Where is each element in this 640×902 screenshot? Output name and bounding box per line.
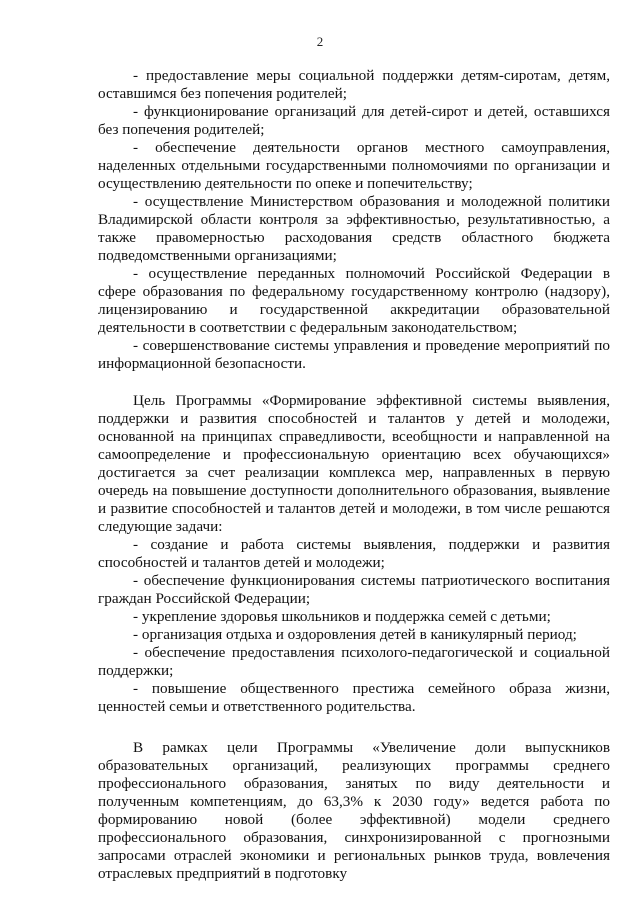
paragraph: - осуществление переданных полномочий Российской Федерации в сфере образования по федеральному государственному контролю (надзору), лицензированию и государственной аккредитации образовательной деятельности в соответствии с федеральным законодательством; [98, 265, 610, 336]
paragraph: - создание и работа системы выявления, поддержки и развития способностей и талантов детей и молодежи; [98, 536, 610, 571]
paragraph: В рамках цели Программы «Увеличение доли выпускников образовательных организаций, реализующих программы среднего профессионального образования, занятых по виду деятельности и полученным компетенциям, до 63,3% к 2030 году» ведется работа по формированию новой (более эффективной) модели среднего профессионального образования, синхронизированной с прогнозными запросами отраслей экономики и региональных рынков труда, вовлечения отраслевых предприятий в подготовку [98, 739, 610, 882]
paragraph: - повышение общественного престижа семейного образа жизни, ценностей семьи и ответственного родительства. [98, 680, 610, 715]
paragraph: - обеспечение функционирования системы патриотического воспитания граждан Российской Федерации; [98, 572, 610, 607]
paragraph: - обеспечение деятельности органов местного самоуправления, наделенных отдельными государственными полномочиями по организации и осуществлению деятельности по опеке и попечительству; [98, 139, 610, 192]
paragraph: - укрепление здоровья школьников и поддержка семей с детьми; [133, 608, 551, 625]
paragraph: - организация отдыха и оздоровления детей в каникулярный период; [133, 626, 577, 643]
paragraph: Цель Программы «Формирование эффективной системы выявления, поддержки и развития способностей и талантов у детей и молодежи, основанной на принципах справедливости, всеобщности и направленной на самоопределение и профессиональную ориентацию всех обучающихся» достигается за счет реализации комплекса мер, направленных в первую очередь на повышение доступности дополнительного образования, выявление и развитие способностей и талантов детей и молодежи, в том числе решаются следующие задачи: [98, 392, 610, 535]
document-body [98, 67, 610, 883]
paragraph: - совершенствование системы управления и проведение мероприятий по информационной безопасности. [98, 337, 610, 372]
page-number: 2 [316, 34, 324, 49]
paragraph: - функционирование организаций для детей-сирот и детей, оставшихся без попечения родителей; [98, 103, 610, 138]
paragraph: - предоставление меры социальной поддержки детям-сиротам, детям, оставшимся без попечения родителей; [98, 67, 610, 102]
paragraph: - обеспечение предоставления психолого-педагогической и социальной поддержки; [98, 644, 610, 679]
paragraph: - осуществление Министерством образования и молодежной политики Владимирской области контроля за эффективностью, результативностью, а также правомерностью расходования средств областного бюджета подведомственными организациями; [98, 193, 610, 264]
